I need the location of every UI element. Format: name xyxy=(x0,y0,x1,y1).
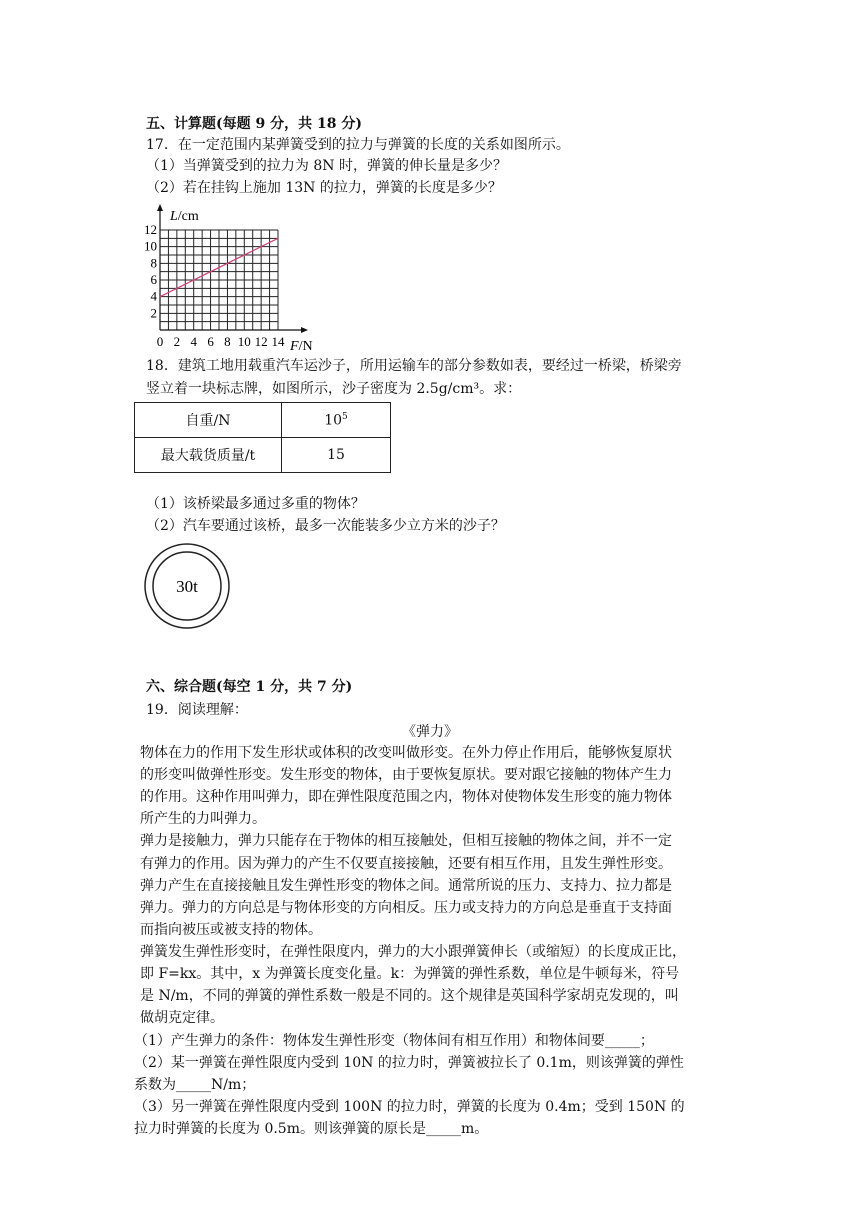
y-tick-label: 6 xyxy=(150,272,157,287)
passage-title: 《弹力》 xyxy=(402,724,458,740)
passage-line: 弹力是接触力，弹力只能存在于物体的相互接触处，但相互接触的物体之间，并不一定 xyxy=(140,833,672,849)
self-weight-value xyxy=(282,403,391,438)
self-weight-exponent: 5 xyxy=(342,411,348,422)
bridge-weight-limit-sign xyxy=(140,540,240,640)
passage-line: 的形变叫做弹性形变。发生形变的物体，由于要恢复原状。要对跟它接触的物体产生力 xyxy=(140,767,672,783)
passage-line: 弹力产生在直接接触且发生弹性形变的物体之间。通常所说的压力、支持力、拉力都是 xyxy=(140,878,672,894)
passage-line: 系数为_____N/m； xyxy=(134,1077,256,1093)
section6-heading: 六、综合题(每空 1 分，共 7 分) xyxy=(146,679,353,695)
y-tick-label: 8 xyxy=(150,255,157,271)
q18-stem-line1: 18．建筑工地用载重汽车运沙子，所用运输车的部分参数如表，要经过一桥梁，桥梁旁 xyxy=(146,358,682,374)
q19-intro: 19．阅读理解： xyxy=(146,702,248,718)
chart-grid xyxy=(160,230,278,330)
passage-line: 即 F=kx。其中，x 为弹簧长度变化量。k：为弹簧的弹性系数，单位是牛顿每米，符号 xyxy=(140,966,680,982)
x-tick-label: 2 xyxy=(173,334,181,349)
q17-part1: （1）当弹簧受到的拉力为 8N 时，弹簧的伸长量是多少？ xyxy=(146,158,507,174)
table-row xyxy=(135,438,391,473)
y-tick-label: 12 xyxy=(144,222,157,237)
x-tick-label: 14 xyxy=(271,334,285,349)
passage-line: 有弹力的作用。因为弹力的产生不仅要直接接触，还要有相互作用，且发生弹性形变。 xyxy=(140,856,672,872)
max-load-value: 15 xyxy=(282,438,391,473)
q18-stem-line2: 竖立着一块标志牌，如图所示，沙子密度为 2.5g/cm³。求： xyxy=(146,381,522,397)
passage-line: （3）另一弹簧在弹性限度内受到 100N 的拉力时，弹簧的长度为 0.4m；受到 150N 的 xyxy=(134,1099,685,1115)
y-tick-label: 2 xyxy=(150,305,157,321)
x-tick-label: 8 xyxy=(224,334,231,349)
section5-heading: 五、计算题(每题 9 分，共 18 分) xyxy=(146,116,362,132)
table-row xyxy=(135,403,391,438)
x-tick-label: 6 xyxy=(207,334,214,349)
truck-parameters-table xyxy=(134,402,391,473)
y-tick-label: 10 xyxy=(144,238,157,254)
passage-line: 而指向被压或被支持的物体。 xyxy=(140,922,322,938)
x-tick-label: 10 xyxy=(237,334,251,349)
passage-line: 物体在力的作用下发生形状或体积的改变叫做形变。在外力停止作用后，能够恢复原状 xyxy=(140,745,672,761)
passage-line: 做胡克定律。 xyxy=(140,1010,224,1026)
passage-line: （2）某一弹簧在弹性限度内受到 10N 的拉力时，弹簧被拉长了 0.1m，则该弹簧的弹性 xyxy=(134,1055,684,1071)
x-tick-label: 4 xyxy=(190,334,197,349)
passage-line: 弹簧发生弹性形变时，在弹性限度内，弹力的大小跟弹簧伸长（或缩短）的长度成正比， xyxy=(140,944,686,960)
max-load-label: 最大载货质量/t xyxy=(135,438,282,473)
q18-part1: （1）该桥梁最多通过多重的物体？ xyxy=(146,496,365,512)
passage-line: 拉力时弹簧的长度为 0.5m。则该弹簧的原长是_____m。 xyxy=(134,1121,489,1137)
chart-y-axis-label: L/cm xyxy=(170,209,199,224)
weight-limit-text: 30t xyxy=(176,577,198,596)
passage-line: （1）产生弹力的条件：物体发生弹性形变（物体间有相互作用）和物体间要_____； xyxy=(134,1033,654,1049)
x-tick-label: 12 xyxy=(254,334,268,349)
self-weight-label: 自重/N xyxy=(135,403,282,438)
x-tick-label: 0 xyxy=(156,334,164,349)
x-axis-arrow xyxy=(301,327,308,333)
passage-line: 是 N/m，不同的弹簧的弹性系数一般是不同的。这个规律是英国科学家胡克发现的，叫 xyxy=(140,988,679,1004)
passage-line: 所产生的力叫弹力。 xyxy=(140,811,266,827)
q18-part2: （2）汽车要通过该桥，最多一次能装多少立方米的沙子？ xyxy=(146,518,505,534)
q17-part2: （2）若在挂钩上施加 13N 的拉力，弹簧的长度是多少？ xyxy=(146,180,502,196)
passage-line: 弹力。弹力的方向总是与物体形变的方向相反。压力或支持力的方向总是垂直于支持面 xyxy=(140,900,672,916)
chart-x-axis-label: F/N xyxy=(290,339,313,354)
q17-stem: 17．在一定范围内某弹簧受到的拉力与弹簧的长度的关系如图所示。 xyxy=(146,137,570,153)
passage-line: 的作用。这种作用叫弹力，即在弹性限度范围之内，物体对使物体发生形变的施力物体 xyxy=(140,789,672,805)
y-tick-label: 4 xyxy=(150,288,157,304)
spring-length-force-chart xyxy=(140,200,330,360)
self-weight-base: 10 xyxy=(324,412,343,429)
y-axis-arrow xyxy=(157,204,163,211)
